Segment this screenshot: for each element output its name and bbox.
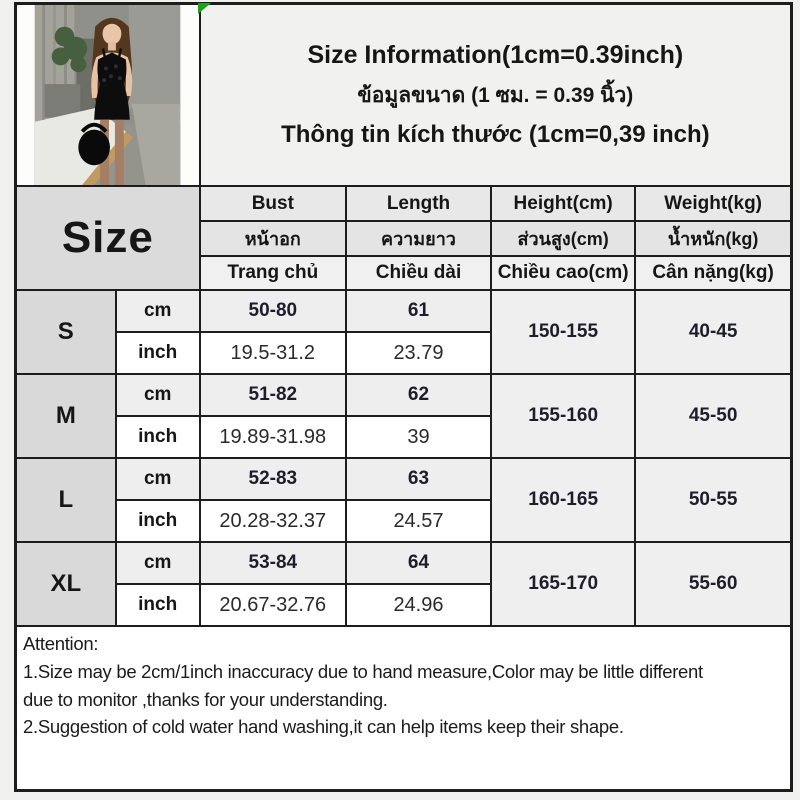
length-cm-value: 63 [346, 458, 491, 500]
unit-label-cm: cm [116, 542, 200, 584]
size-chart-sheet [14, 2, 793, 791]
col-header-height-vi: Chiều cao(cm) [491, 256, 635, 290]
title-cell [200, 4, 792, 187]
unit-label-inch: inch [116, 332, 200, 374]
col-header-weight-th: น้ำหนัก(kg) [635, 221, 791, 256]
size-table [14, 2, 793, 792]
unit-label-inch: inch [116, 584, 200, 626]
length-inch-value: 24.96 [346, 584, 491, 626]
col-header-bust-vi: Trang chủ [200, 256, 346, 290]
size-label-s: S [16, 290, 116, 374]
title-vietnamese: Thông tin kích thước (1cm=0,39 inch) [281, 121, 710, 148]
product-photo [17, 5, 199, 185]
bust-cm-value: 51-82 [200, 374, 346, 416]
length-inch-value: 23.79 [346, 332, 491, 374]
title-thai: ข้อมูลขนาด (1 ซม. = 0.39 นิ้ว) [357, 84, 634, 107]
length-inch-value: 39 [346, 416, 491, 458]
size-label-l: L [16, 458, 116, 542]
length-inch-value: 24.57 [346, 500, 491, 542]
bust-cm-value: 53-84 [200, 542, 346, 584]
col-header-length-vi: Chiều dài [346, 256, 491, 290]
bust-inch-value: 19.89-31.98 [200, 416, 346, 458]
col-header-bust-th: หน้าอก [200, 221, 346, 256]
col-header-length-en: Length [346, 186, 491, 221]
weight-value: 50-55 [635, 458, 791, 542]
attention-line: Attention: [23, 633, 99, 654]
bust-inch-value: 19.5-31.2 [200, 332, 346, 374]
col-header-bust-en: Bust [200, 186, 346, 221]
weight-value: 40-45 [635, 290, 791, 374]
size-label-m: M [16, 374, 116, 458]
table-row [16, 186, 792, 221]
weight-value: 55-60 [635, 542, 791, 626]
product-photo-illustration [34, 5, 181, 185]
unit-label-inch: inch [116, 416, 200, 458]
table-row [16, 542, 792, 584]
bust-cm-value: 52-83 [200, 458, 346, 500]
col-header-length-th: ความยาว [346, 221, 491, 256]
bust-cm-value: 50-80 [200, 290, 346, 332]
height-value: 160-165 [491, 458, 635, 542]
bust-inch-value: 20.67-32.76 [200, 584, 346, 626]
title-english: Size Information(1cm=0.39inch) [307, 41, 684, 69]
weight-value: 45-50 [635, 374, 791, 458]
table-row [16, 290, 792, 332]
col-header-height-th: ส่วนสูง(cm) [491, 221, 635, 256]
table-row [16, 458, 792, 500]
length-cm-value: 62 [346, 374, 491, 416]
product-photo-cell [16, 4, 200, 187]
attention-line: 1.Size may be 2cm/1inch inaccuracy due to hand measure,Color may be little different [23, 660, 703, 682]
size-header-cell: Size [16, 186, 200, 290]
height-value: 155-160 [491, 374, 635, 458]
table-row [16, 374, 792, 416]
col-header-weight-vi: Cân nặng(kg) [635, 256, 791, 290]
bust-inch-value: 20.28-32.37 [200, 500, 346, 542]
table-row [16, 626, 792, 790]
unit-label-inch: inch [116, 500, 200, 542]
unit-label-cm: cm [116, 374, 200, 416]
height-value: 150-155 [491, 290, 635, 374]
col-header-weight-en: Weight(kg) [635, 186, 791, 221]
table-row [16, 4, 792, 187]
unit-label-cm: cm [116, 458, 200, 500]
unit-label-cm: cm [116, 290, 200, 332]
length-cm-value: 61 [346, 290, 491, 332]
attention-line: 2.Suggestion of cold water hand washing,it can help items keep their shape. [23, 716, 624, 738]
title-block [201, 5, 790, 185]
green-corner-marker-icon [198, 3, 211, 14]
attention-note [16, 626, 792, 790]
col-header-height-en: Height(cm) [491, 186, 635, 221]
length-cm-value: 64 [346, 542, 491, 584]
height-value: 165-170 [491, 542, 635, 626]
size-label-xl: XL [16, 542, 116, 626]
attention-line: due to monitor ,thanks for your understanding. [23, 688, 388, 710]
